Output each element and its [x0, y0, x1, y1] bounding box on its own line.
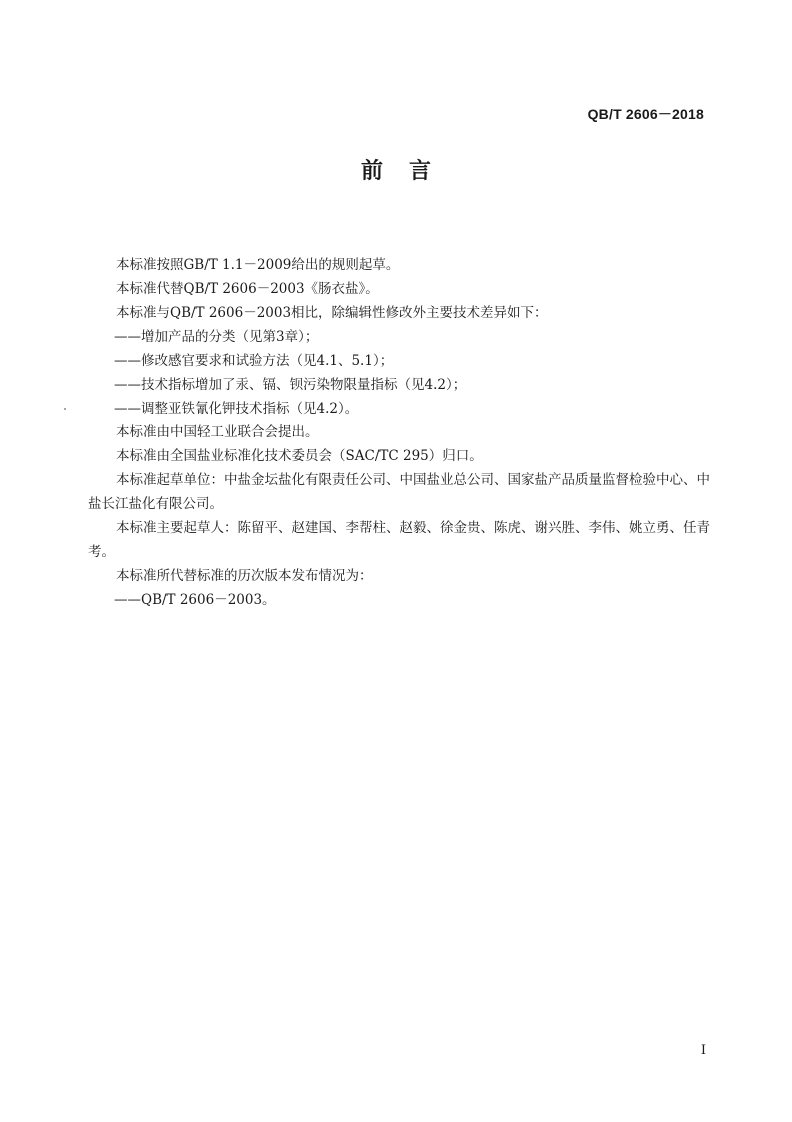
drafting-rule-paragraph: 本标准按照GB/T 1.1－2009给出的规则起草。	[116, 257, 400, 273]
drafters-paragraph: 本标准主要起草人：陈留平、赵建国、李帮柱、赵毅、徐金贵、陈虎、谢兴胜、李伟、姚立勇、任青考。	[88, 520, 710, 560]
scan-speck	[64, 408, 66, 410]
foreword-details	[88, 420, 718, 612]
change-item: ——技术指标增加了汞、镉、钡污染物限量指标（见4.2）；	[114, 377, 467, 393]
replacement-paragraph: 本标准代替QB/T 2606－2003《肠衣盐》。	[116, 281, 379, 297]
proposer-paragraph: 本标准由中国轻工业联合会提出。	[116, 424, 319, 440]
change-item: ——增加产品的分类（见第3章）；	[114, 329, 319, 345]
foreword-intro	[88, 253, 718, 421]
page-title: 前言	[360, 158, 457, 184]
committee-paragraph: 本标准由全国盐业标准化技术委员会（SAC/TC 295）归口。	[116, 448, 483, 464]
drafting-units-paragraph: 本标准起草单位：中盐金坛盐化有限责任公司、中国盐业总公司、国家盐产品质量监督检验中心、中盐长江盐化有限公司。	[88, 472, 710, 512]
page-number: I	[700, 1043, 706, 1058]
comparison-paragraph: 本标准与QB/T 2606－2003相比，除编辑性修改外主要技术差异如下：	[116, 305, 548, 321]
change-item: ——修改感官要求和试验方法（见4.1、5.1）；	[114, 353, 394, 369]
history-item: ——QB/T 2606－2003。	[114, 592, 276, 608]
change-item: ——调整亚铁氰化钾技术指标（见4.2）。	[114, 401, 359, 417]
standard-code: QB/T 2606－2018	[587, 106, 704, 122]
history-intro-paragraph: 本标准所代替标准的历次版本发布情况为：	[116, 568, 373, 584]
